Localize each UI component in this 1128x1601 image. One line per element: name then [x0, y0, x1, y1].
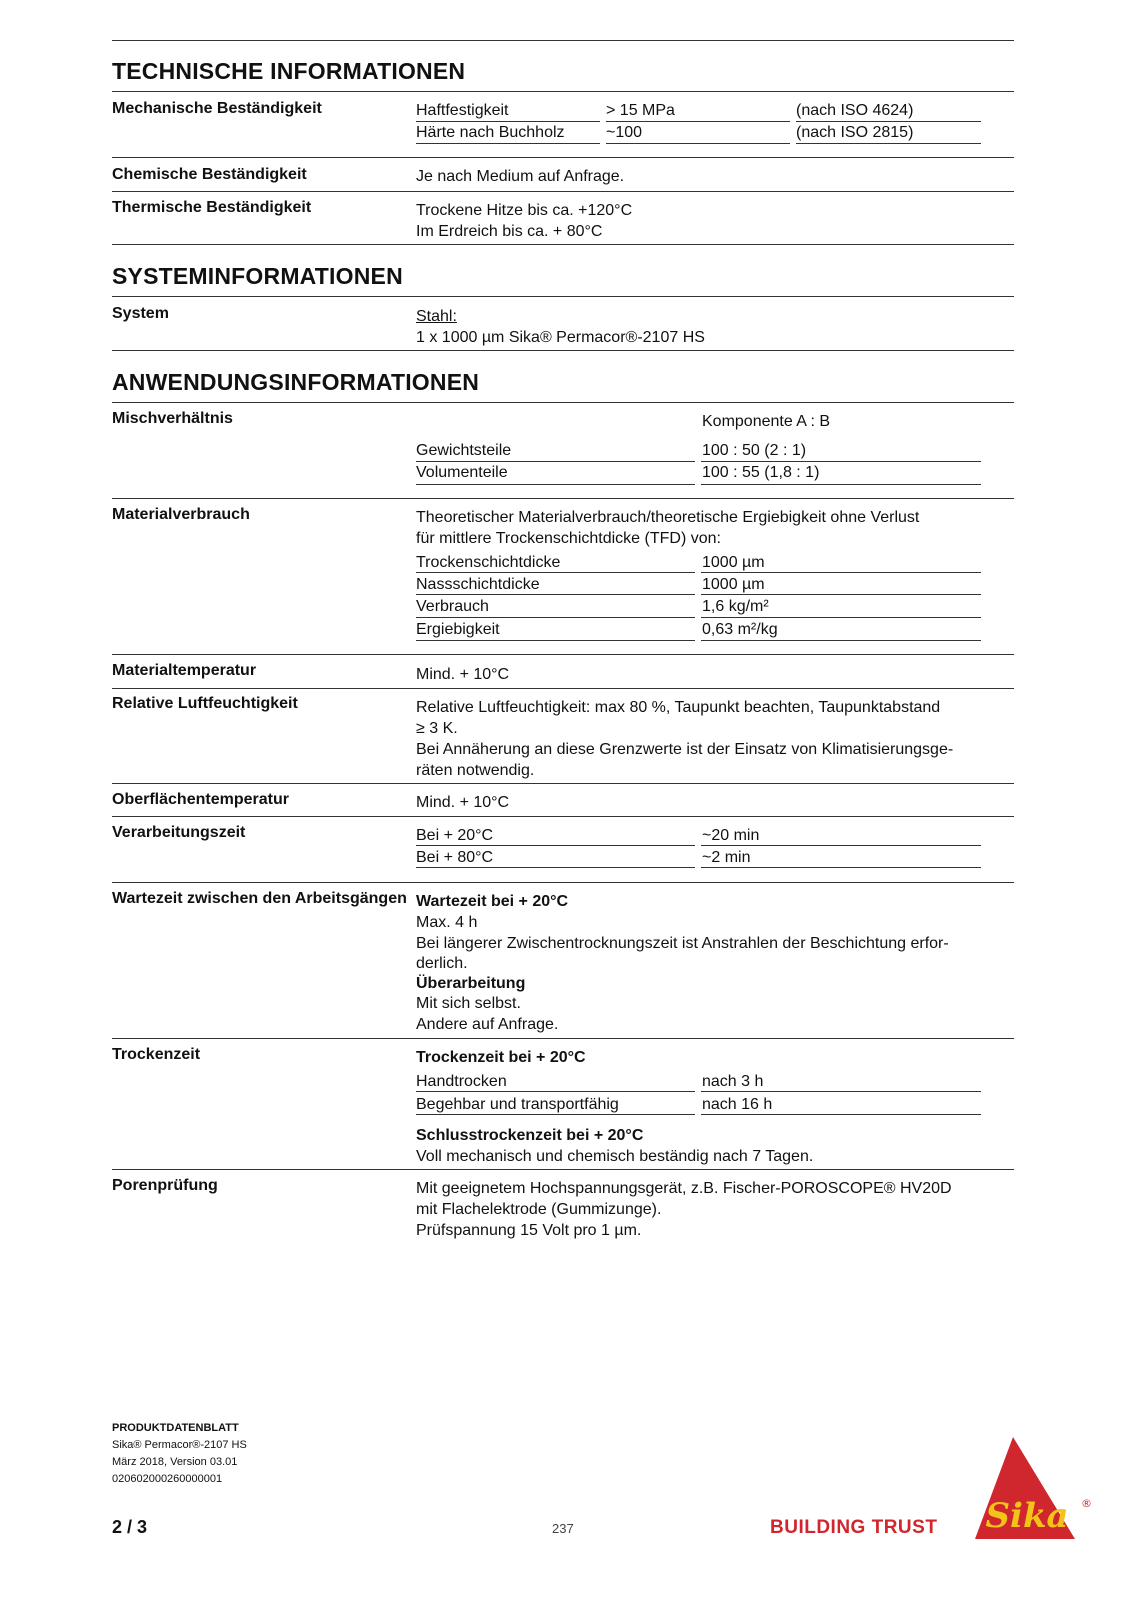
wait-line-5: Andere auf Anfrage.: [416, 1016, 559, 1033]
mech-row-1-value: > 15 MPa: [606, 102, 675, 119]
dry-heading-1: Trockenzeit bei + 20°C: [416, 1049, 586, 1066]
system-label: System: [112, 305, 169, 322]
footer-version: März 2018, Version 03.01: [112, 1456, 238, 1468]
wait-label: Wartezeit zwischen den Arbeitsgängen: [112, 890, 407, 907]
therm-line-2: Im Erdreich bis ca. + 80°C: [416, 223, 603, 240]
top-rule: [112, 40, 1014, 41]
cell-underline: [416, 640, 695, 641]
humidity-line-4: räten notwendig.: [416, 762, 535, 779]
mix-row-2-value: 100 : 55 (1,8 : 1): [702, 464, 820, 481]
cell-underline: [701, 594, 981, 595]
dry-row-2-value: nach 16 h: [702, 1096, 773, 1113]
cell-underline: [416, 1114, 695, 1115]
divider: [112, 91, 1014, 92]
mix-row-1-name: Gewichtsteile: [416, 442, 512, 459]
dry-line-1: Voll mechanisch und chemisch beständig nach 7 Tagen.: [416, 1148, 814, 1165]
pore-label: Porenprüfung: [112, 1177, 218, 1194]
dry-row-1-value: nach 3 h: [702, 1073, 764, 1090]
consumption-row-1-name: Trockenschichtdicke: [416, 554, 561, 571]
consumption-row-2-name: Nassschichtdicke: [416, 576, 540, 593]
mech-row-2-name: Härte nach Buchholz: [416, 124, 565, 141]
cell-underline: [701, 845, 981, 846]
wait-heading-1: Wartezeit bei + 20°C: [416, 893, 569, 910]
consumption-row-1-value: 1000 µm: [702, 554, 765, 571]
mech-row-2-value: ~100: [606, 124, 643, 141]
divider: [112, 816, 1014, 817]
cell-underline: [416, 1091, 695, 1092]
cell-underline: [606, 143, 790, 144]
divider: [112, 296, 1014, 297]
consumption-row-3-value: 1,6 kg/m²: [702, 598, 769, 615]
divider: [112, 498, 1014, 499]
potlife-row-1-name: Bei + 20°C: [416, 827, 494, 844]
consumption-row-4-name: Ergiebigkeit: [416, 621, 500, 638]
consumption-row-3-name: Verbrauch: [416, 598, 489, 615]
dry-row-1-name: Handtrocken: [416, 1073, 507, 1090]
potlife-label: Verarbeitungszeit: [112, 824, 246, 841]
mech-row-1-norm: (nach ISO 4624): [796, 102, 914, 119]
cell-underline: [416, 617, 695, 618]
cell-underline: [416, 845, 695, 846]
consumption-intro-2: für mittlere Trockenschichtdicke (TFD) von:: [416, 530, 721, 547]
potlife-row-2-name: Bei + 80°C: [416, 849, 494, 866]
footer-doc-type: PRODUKTDATENBLATT: [112, 1422, 239, 1434]
mech-label: Mechanische Beständigkeit: [112, 100, 322, 117]
therm-line-1: Trockene Hitze bis ca. +120°C: [416, 202, 633, 219]
divider: [112, 1169, 1014, 1170]
consumption-row-2-value: 1000 µm: [702, 576, 765, 593]
cell-underline: [701, 867, 981, 868]
wait-line-1: Max. 4 h: [416, 914, 478, 931]
humidity-line-3: Bei Annäherung an diese Grenzwerte ist der Einsatz von Klimatisierungsge-: [416, 741, 954, 758]
sika-logo: [975, 1435, 1105, 1550]
cell-underline: [416, 143, 600, 144]
slogan: BUILDING TRUST: [770, 1517, 938, 1538]
cell-underline: [796, 143, 981, 144]
wait-line-2: Bei längerer Zwischentrocknungszeit ist Anstrahlen der Beschichtung erfor-: [416, 935, 949, 952]
dry-row-2-name: Begehbar und transportfähig: [416, 1096, 619, 1113]
cell-underline: [701, 640, 981, 641]
section-title-technical: TECHNISCHE INFORMATIONEN: [112, 58, 466, 84]
divider: [112, 350, 1014, 351]
footer-product: Sika® Permacor®-2107 HS: [112, 1439, 247, 1451]
section-title-application: ANWENDUNGSINFORMATIONEN: [112, 369, 480, 395]
registered-mark: ®: [1081, 1497, 1092, 1510]
divider: [112, 688, 1014, 689]
potlife-row-2-value: ~2 min: [702, 849, 751, 866]
cell-underline: [701, 617, 981, 618]
cell-underline: [416, 572, 695, 573]
divider: [112, 244, 1014, 245]
divider: [112, 191, 1014, 192]
pore-line-3: Prüfspannung 15 Volt pro 1 µm.: [416, 1222, 642, 1239]
pore-line-1: Mit geeignetem Hochspannungsgerät, z.B. Fischer-POROSCOPE® HV20D: [416, 1180, 952, 1197]
divider: [112, 654, 1014, 655]
footer-code: 020602000260000001: [112, 1473, 223, 1485]
wait-heading-2: Überarbeitung: [416, 975, 526, 992]
divider: [112, 157, 1014, 158]
cell-underline: [701, 1091, 981, 1092]
page-indicator: 2 / 3: [112, 1517, 148, 1537]
pore-line-2: mit Flachelektrode (Gummizunge).: [416, 1201, 662, 1218]
cell-underline: [416, 594, 695, 595]
page-number: 237: [552, 1521, 574, 1536]
chem-label: Chemische Beständigkeit: [112, 166, 307, 183]
dry-label: Trockenzeit: [112, 1046, 201, 1063]
system-heading: Stahl:: [416, 308, 457, 325]
humidity-label: Relative Luftfeuchtigkeit: [112, 695, 298, 712]
mattemp-label: Materialtemperatur: [112, 662, 257, 679]
divider: [112, 402, 1014, 403]
surftemp-label: Oberflächentemperatur: [112, 791, 289, 808]
consumption-label: Materialverbrauch: [112, 506, 250, 523]
cell-underline: [701, 484, 981, 485]
mix-row-1-value: 100 : 50 (2 : 1): [702, 442, 807, 459]
dry-heading-2: Schlusstrockenzeit bei + 20°C: [416, 1127, 644, 1144]
consumption-intro-1: Theoretischer Materialverbrauch/theoretische Ergiebigkeit ohne Verlust: [416, 509, 920, 526]
logo-wordmark: Sika: [985, 1496, 1069, 1536]
sika-logo-graphic: [975, 1435, 1105, 1545]
humidity-line-2: ≥ 3 K.: [416, 720, 458, 737]
section-title-system: SYSTEMINFORMATIONEN: [112, 263, 403, 289]
cell-underline: [701, 1114, 981, 1115]
cell-underline: [416, 484, 695, 485]
consumption-row-4-value: 0,63 m²/kg: [702, 621, 778, 638]
mech-row-1-name: Haftfestigkeit: [416, 102, 509, 119]
divider: [112, 882, 1014, 883]
surftemp-text: Mind. + 10°C: [416, 794, 510, 811]
divider: [112, 783, 1014, 784]
wait-line-3: derlich.: [416, 955, 468, 972]
system-text: 1 x 1000 µm Sika® Permacor®-2107 HS: [416, 329, 705, 346]
cell-underline: [701, 572, 981, 573]
potlife-row-1-value: ~20 min: [702, 827, 760, 844]
wait-line-4: Mit sich selbst.: [416, 995, 521, 1012]
mix-header: Komponente A : B: [702, 413, 831, 430]
mix-label: Mischverhältnis: [112, 410, 233, 427]
mattemp-text: Mind. + 10°C: [416, 666, 510, 683]
humidity-line-1: Relative Luftfeuchtigkeit: max 80 %, Taupunkt beachten, Taupunktabstand: [416, 699, 941, 716]
mix-row-2-name: Volumenteile: [416, 464, 508, 481]
cell-underline: [416, 867, 695, 868]
therm-label: Thermische Beständigkeit: [112, 199, 312, 216]
mech-row-2-norm: (nach ISO 2815): [796, 124, 914, 141]
divider: [112, 1038, 1014, 1039]
chem-text: Je nach Medium auf Anfrage.: [416, 168, 625, 185]
